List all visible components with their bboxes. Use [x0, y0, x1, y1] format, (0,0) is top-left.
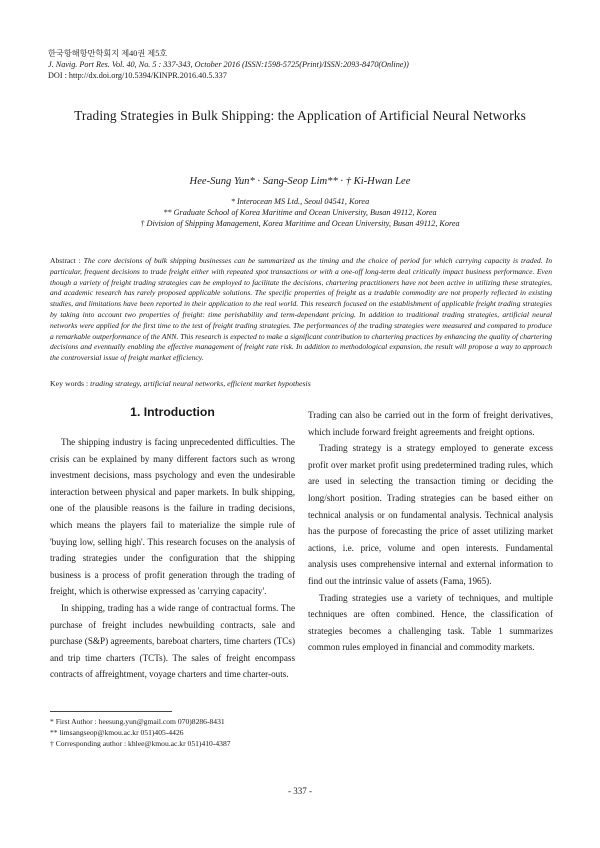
paper-title: Trading Strategies in Bulk Shipping: the Application of Artificial Neural Networks — [74, 108, 526, 123]
paragraph: The shipping industry is facing unprecedented difficulties. The crisis can be explained by many different factors such as wrong investment decisions, mass psychology and even the undesirable interaction between physical and paper markets. In bulk shipping, one of the plausible reasons is the failure in trading decisions, which means the players fail to materialize the simple rule of 'buying low, selling high'. This research focuses on the analysis of trading strategies under the configuration that the shipping business is a process of profit generation through the trading of freight, which is otherwise expressed as 'carrying capacity'. — [50, 437, 295, 597]
journal-doi: DOI : http://dx.doi.org/10.5394/KINPR.2016.40.5.337 — [48, 71, 227, 80]
journal-header — [48, 48, 409, 81]
footnotes — [50, 716, 231, 749]
affiliation-1: * Interocean MS Ltd., Seoul 04541, Korea — [230, 197, 370, 206]
journal-citation: J. Navig. Port Res. Vol. 40, No. 5 : 337-343, October 2016 (ISSN:1598-5725(Print)/ISSN:2093-8470(Online)) — [48, 60, 409, 69]
right-column — [308, 407, 553, 656]
paragraph: Trading can also be carried out in the form of freight derivatives, which include forward freight agreements and freight options. — [308, 410, 553, 437]
page-number: - 337 - — [288, 786, 312, 796]
author-list: Hee-Sung Yun* · Sang-Seop Lim** · † Ki-Hwan Lee — [189, 176, 411, 187]
affiliations — [0, 196, 600, 229]
abstract-text: The core decisions of bulk shipping businesses can be summarized as the timing and the choice of period for which carrying capacity is traded. In particular, frequent decisions to trade freight either with repeated spot transactions or with a one-off long-term deal critically impact business performance. Even though a variety of freight trading strategies can be employed to facilitate the decisions, chartering practitioners have not been active in utilizing these strategies, and academic research has rarely proposed applicable solutions. The specific properties of freight as a tradable commodity are not properly reflected in existing studies, and limitations have been reported in their application to the real world. This research focused on the establishment of applicable freight trading strategies by taking into account two properties of freight: time perishability and term-dependant pricing. In addition to traditional trading strategies, artificial neural networks were applied for the first time to the test of freight trading strategies. The performances of the trading strategies were measured and compared to produce a remarkable outperformance of the ANN. This research is expected to make a significant contribution to chartering practices by enhancing the quality of chartering decisions and eventually enabling the effective management of freight rate risk. In addition to methodological expansion, the result will propose a way to approach the controversial issue of freight market efficiency. — [50, 256, 552, 363]
section-heading-introduction: 1. Introduction — [130, 405, 215, 419]
footnote-divider — [50, 711, 172, 712]
affiliation-3: † Division of Shipping Management, Korea Maritime and Ocean University, Busan 49112, Korea — [140, 219, 460, 228]
abstract-label: Abstract : — [50, 256, 84, 265]
affiliation-2: ** Graduate School of Korea Maritime and Ocean University, Busan 49112, Korea — [163, 208, 437, 217]
keywords — [50, 378, 552, 389]
abstract — [50, 256, 552, 364]
keywords-text: trading strategy, artificial neural networks, efficient market hypothesis — [90, 379, 311, 388]
footnote-second-author: ** limsangseop@kmou.ac.kr 051)405-4426 — [50, 728, 184, 737]
keywords-label: Key words : — [50, 379, 91, 388]
paragraph: In shipping, trading has a wide range of contractual forms. The purchase of freight includes newbuilding contracts, sale and purchase (S&P) agreements, bareboat charters, time charters (TCs) and trip time charters (TCTs). The sales of freight encompass contracts of affreightment, voyage charters and time charter-outs. — [50, 602, 295, 680]
journal-name-korean: 한국항해항만학회지 제40권 제5호 — [48, 49, 168, 58]
footnote-first-author: * First Author : heesung.yun@gmail.com 070)8286-8431 — [50, 717, 225, 726]
paragraph: Trading strategies use a variety of techniques, and multiple techniques are often combined. Hence, the classification of strategies becomes a challenging task. Table 1 summarizes common rules employed in financial and commodity markets. — [308, 592, 553, 653]
paragraph: Trading strategy is a strategy employed to generate excess profit over market profit using predetermined trading rules, which are used in selecting the transaction timing or deciding the long/short position. Trading strategies can be based either on technical analysis or on fundamental analysis. Technical analysis has the purpose of forecasting the price of asset utilizing market actions, i.e. price, volume and open interests. Fundamental analysis uses comprehensive internal and external information to find out the intrinsic value of assets (Fama, 1965). — [308, 443, 553, 586]
footnote-corresponding-author: † Corresponding author : khlee@kmou.ac.kr 051)410-4387 — [50, 739, 231, 748]
left-column — [50, 434, 295, 683]
